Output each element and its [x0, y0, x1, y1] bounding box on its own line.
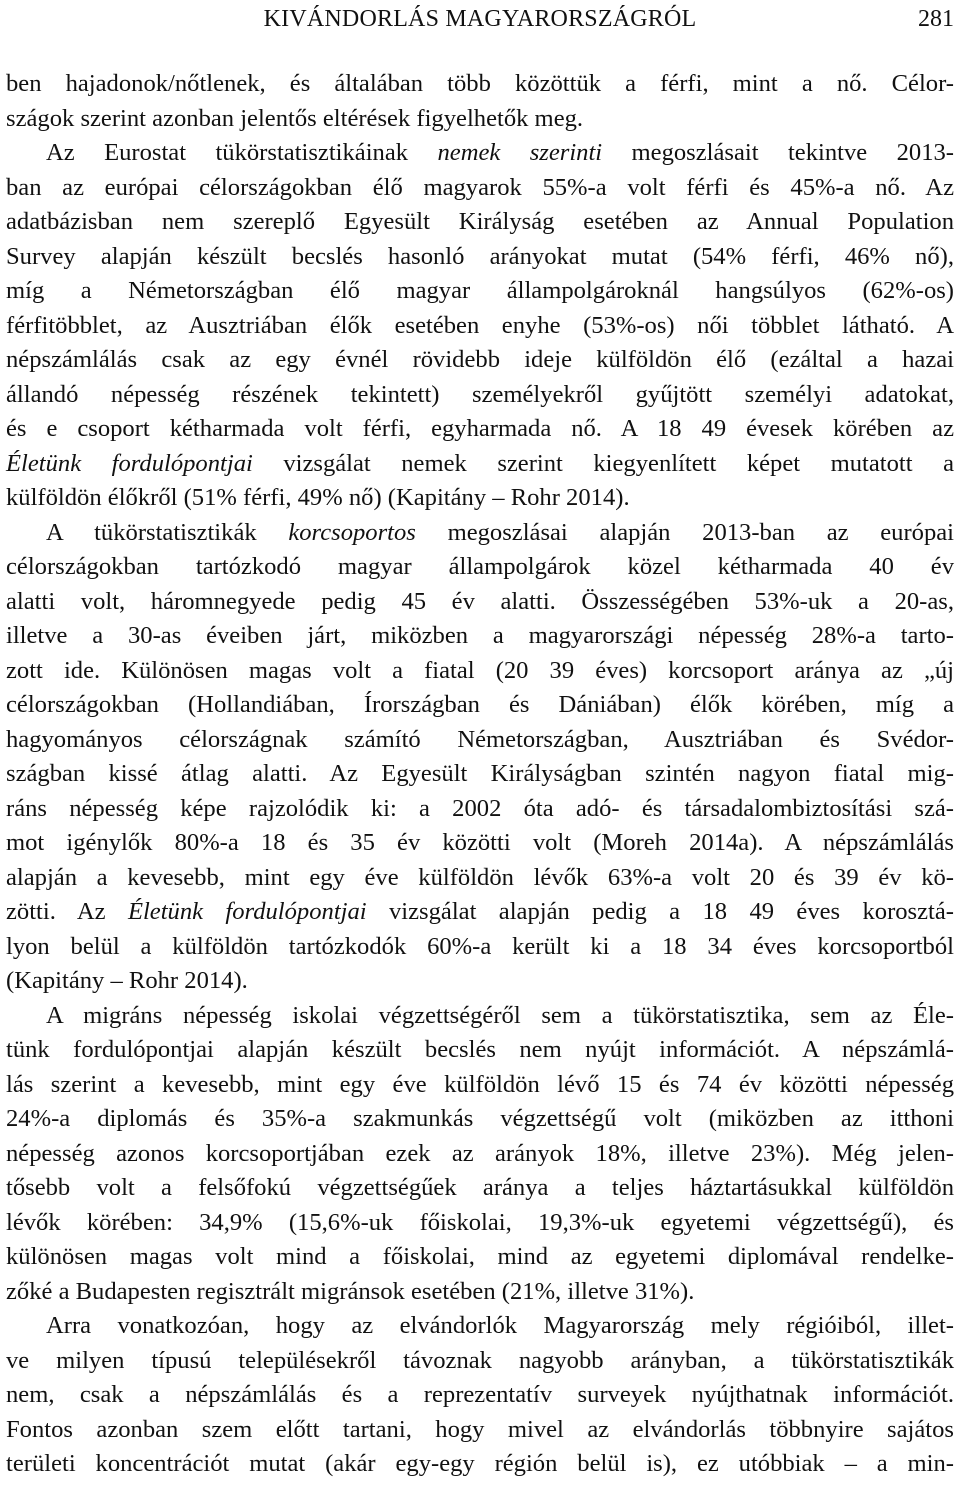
text-line: lévők körében: 34,9% (15,6%-uk főiskolai, 19,3%-uk egyetemi végzettségű), és: [6, 1208, 954, 1236]
text-line: célországokban tartózkodó magyar állampolgárok közel kétharmada 40 év: [6, 553, 954, 580]
body-text: [6, 67, 954, 1482]
text-line: külföldön élőkről (51% férfi, 49% nő) (Kapitány – Rohr 2014).: [6, 484, 630, 511]
running-title: KIVÁNDORLÁS MAGYARORSZÁGRÓL: [263, 6, 697, 32]
text-line: Arra vonatkozóan, hogy az elvándorlók Magyarország mely régióiból, illet-: [46, 1312, 954, 1339]
text-line: ben hajadonok/nőtlenek, és általában több közöttük a férfi, mint a nő. Célor-: [6, 70, 954, 97]
page-number: 281: [918, 6, 954, 32]
text-line: ban az európai célországokban élő magyarok 55%-a volt férfi és 45%-a nő. Az: [6, 173, 954, 201]
text-line: különösen magas volt mind a főiskolai, mind az egyetemi diplomával rendelke-: [6, 1243, 954, 1270]
text-line: Survey alapján készült becslés hasonló arányokat mutat (54% férfi, 46% nő),: [6, 242, 954, 270]
text-line: 24%-a diplomás és 35%-a szakmunkás végzettségű volt (miközben az itthoni: [6, 1105, 954, 1132]
text-line: célországokban (Hollandiában, Írországban és Dániában) élők körében, míg a: [6, 691, 954, 718]
text-line: Az Eurostat tükörstatisztikáinak nemek szerinti megoszlásait tekintve 2013-: [46, 139, 954, 166]
text-line: zott ide. Különösen magas volt a fiatal (20 39 éves) korcsoport aránya az „új: [6, 656, 954, 684]
text-line: férfitöbblet, az Ausztriában élők esetében enyhe (53%-os) női többlet látható. A: [6, 311, 954, 339]
text-line: és e csoport kétharmada volt férfi, egyharmada nő. A 18 49 évesek körében az: [6, 415, 954, 442]
text-line: mot igénylők 80%-a 18 és 35 év közötti volt (Moreh 2014a). A népszámlálás: [6, 829, 954, 856]
text-line: A migráns népesség iskolai végzettségéről sem a tükörstatisztika, sem az Éle-: [46, 1001, 954, 1029]
text-line: népesség azonos korcsoportjában ezek az arányok 18%, illetve 23%). Még jelen-: [6, 1139, 954, 1167]
text-line: hagyományos célországnak számító Németországban, Ausztriában és Svédor-: [6, 725, 954, 753]
text-line: Fontos azonban szem előtt tartani, hogy mivel az elvándorlás többnyire sajátos: [6, 1415, 954, 1443]
text-line: ve milyen típusú településekről távoznak nagyobb arányban, a tükörstatisztikák: [6, 1346, 954, 1374]
text-line: ráns népesség képe rajzolódik ki: a 2002 óta adó- és társadalombiztosítási szá-: [6, 794, 954, 822]
text-line: szágok szerint azonban jelentős eltérések figyelhetők meg.: [6, 104, 584, 132]
text-line: lyon belül a külföldön tartózkodók 60%-a került ki a 18 34 éves korcsoportból: [6, 932, 954, 960]
text-line: A tükörstatisztikák korcsoportos megoszlásai alapján 2013-ban az európai: [46, 518, 954, 546]
text-line: míg a Németországban élő magyar állampolgároknál hangsúlyos (62%-os): [6, 277, 954, 304]
text-line: zőké a Budapesten regisztrált migránsok esetében (21%, illetve 31%).: [6, 1277, 695, 1305]
text-line: alatti volt, háromnegyede pedig 45 év alatti. Összességében 53%-uk a 20-as,: [6, 587, 954, 615]
text-line: állandó népesség részének tekintett) személyekről gyűjtött személyi adatokat,: [6, 380, 954, 408]
text-line: adatbázisban nem szereplő Egyesült Királyság esetében az Annual Population: [6, 208, 954, 235]
text-line: tősebb volt a felsőfokú végzettségűek aránya a teljes háztartásukkal külföldön: [6, 1174, 954, 1201]
text-line: zötti. Az Életünk fordulópontjai vizsgálat alapján pedig a 18 49 éves korosztá-: [6, 898, 954, 925]
text-line: nem, csak a népszámlálás és a reprezentatív surveyek nyújthatnak információt.: [6, 1381, 954, 1408]
text-line: területi koncentrációt mutat (akár egy-egy régión belül is), ez utóbbiak – a min-: [6, 1450, 954, 1477]
text-line: Életünk fordulópontjai vizsgálat nemek szerint kiegyenlített képet mutatott a: [6, 449, 954, 477]
text-line: szágban kissé átlag alatti. Az Egyesült Királyságban szintén nagyon fiatal mig-: [6, 760, 954, 787]
page-header: [6, 2, 954, 36]
text-line: tünk fordulópontjai alapján készült becslés nem nyújt információt. A népszámlá-: [6, 1036, 954, 1063]
text-line: alapján a kevesebb, mint egy éve külföldön lévők 63%-a volt 20 és 39 év kö-: [6, 863, 954, 891]
text-line: népszámlálás csak az egy évnél rövidebb ideje külföldön élő (ezáltal a hazai: [6, 346, 954, 373]
text-line: (Kapitány – Rohr 2014).: [6, 967, 248, 994]
text-line: illetve a 30-as éveiben járt, miközben a magyarországi népesség 28%-a tarto-: [6, 622, 954, 649]
text-line: lás szerint a kevesebb, mint egy éve külföldön lévő 15 és 74 év közötti népesség: [6, 1070, 954, 1098]
